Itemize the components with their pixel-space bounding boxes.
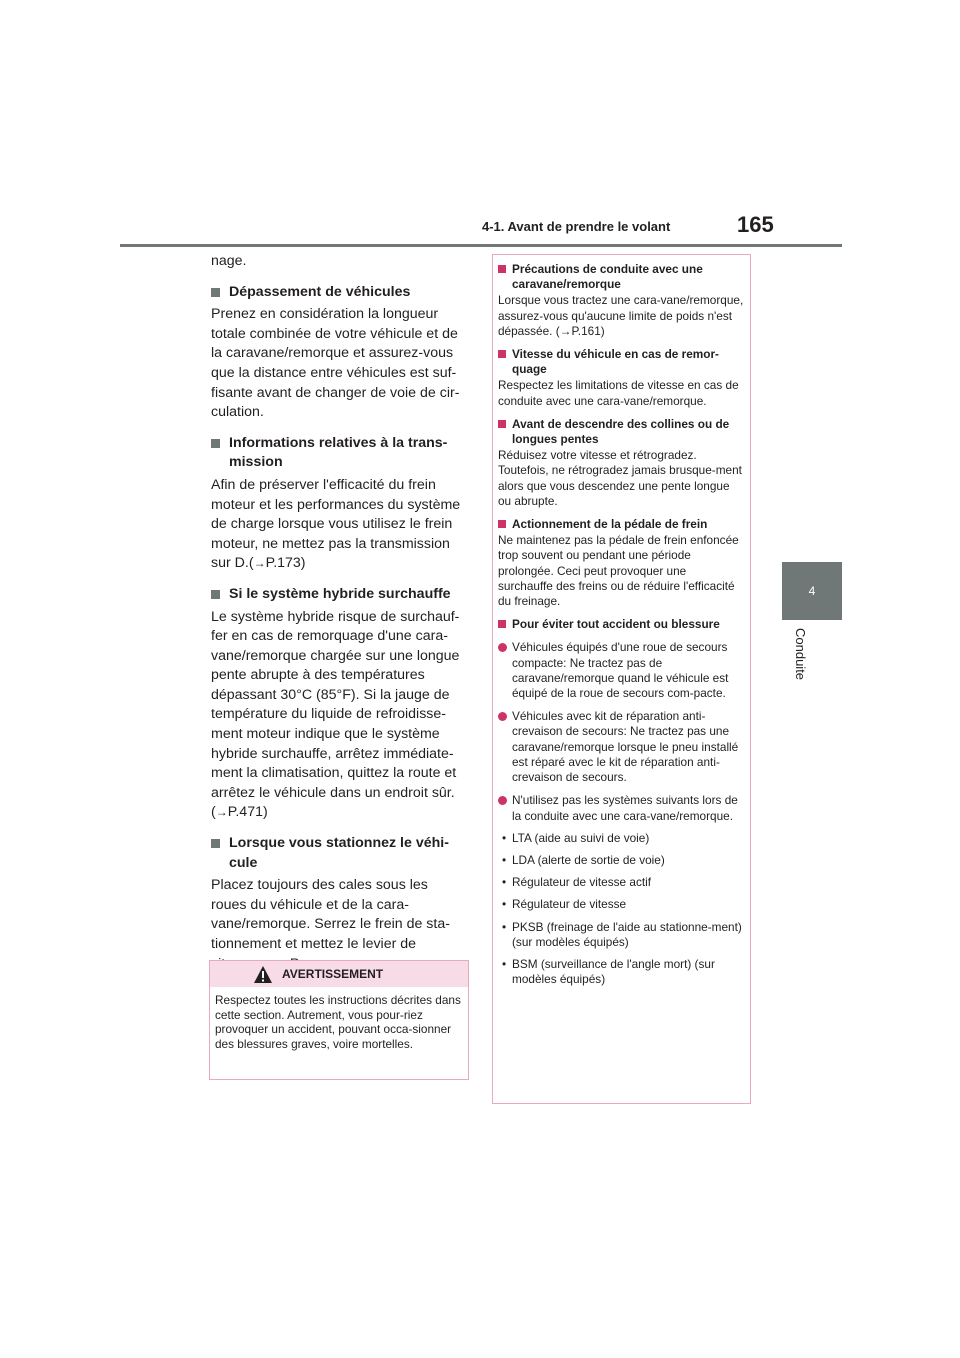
heading-text: Actionnement de la pédale de frein (512, 517, 708, 532)
item-text: Véhicules équipés d'une roue de secours compacte: Ne tractez pas de caravane/remorque quand le véhicule est équipé de la roue de secours com-pacte. (512, 640, 729, 701)
caution-box (492, 254, 751, 1104)
page-reference: P.471) (227, 804, 268, 821)
item-text: N'utilisez pas les systèmes suivants lors de la conduite avec une cara-vane/remorque. (512, 793, 738, 823)
heading-text: Précautions de conduite avec une caravane/remorque (512, 262, 703, 292)
caution-body: Ne maintenez pas la pédale de frein enfoncée trop souvent ou pendant une période prolongée. Ceci peut provoquer une surchauffe des freins ou de réduire l'efficacité du freinage. (498, 533, 739, 609)
list-item (498, 920, 744, 950)
heading-text: Avant de descendre des collines ou de longues pentes (512, 416, 730, 447)
chapter-label: Conduite (793, 628, 808, 681)
intro-text: nage. (211, 253, 247, 269)
bullet-dot-icon: • (502, 919, 507, 934)
square-bullet-icon (211, 439, 220, 448)
warning-header (210, 961, 468, 987)
square-bullet-icon (211, 590, 220, 599)
page-reference: P.161) (571, 323, 605, 338)
section-body (211, 476, 465, 574)
caution-body (498, 293, 744, 339)
arrow-right-icon: → (253, 556, 266, 571)
circle-bullet-icon (498, 796, 507, 805)
list-item (498, 709, 744, 785)
chapter-tab: 4 (782, 562, 842, 620)
list-item (498, 831, 744, 846)
body-text: Lorsque vous tractez une cara-vane/remorque, assurez-vous qu'aucune limite de poids n'est dépassée. ( (498, 293, 744, 338)
heading-text: Si le système hybride surchauffe (229, 585, 451, 602)
item-text: LTA (aide au suivi de voie) (512, 830, 650, 845)
section-heading (211, 834, 465, 873)
section-heading (211, 283, 465, 303)
list-item (498, 957, 744, 987)
circle-bullet-icon (498, 712, 507, 721)
caution-body: Respectez les limitations de vitesse en cas de conduite avec une cara-vane/remorque. (498, 378, 739, 408)
caution-heading (498, 617, 744, 632)
caution-heading (498, 517, 744, 532)
page-reference: P.173) (265, 555, 306, 572)
heading-text: Informations relatives à la trans-mission (229, 434, 448, 471)
heading-text: Pour éviter tout accident ou blessure (512, 617, 720, 632)
square-bullet-icon (498, 420, 506, 428)
warning-box (209, 960, 469, 1080)
item-text: PKSB (freinage de l'aide au stationne-ment) (sur modèles équipés) (512, 919, 742, 949)
page-number: 165 (737, 212, 774, 237)
heading-text: Lorsque vous stationnez le véhi-cule (229, 835, 449, 871)
bullet-dot-icon: • (502, 897, 507, 912)
arrow-right-icon: → (559, 323, 572, 338)
section-heading (211, 585, 465, 605)
bullet-dot-icon: • (502, 875, 507, 890)
circle-bullet-icon (498, 643, 507, 652)
list-item (498, 875, 744, 890)
item-text: Régulateur de vitesse (512, 897, 627, 912)
caution-heading (498, 347, 744, 377)
bullet-dot-icon: • (502, 956, 507, 971)
item-text: Régulateur de vitesse actif (512, 875, 652, 890)
heading-text: Dépassement de véhicules (229, 283, 411, 300)
square-bullet-icon (498, 520, 506, 528)
list-item (498, 793, 744, 823)
section-body: Prenez en considération la longueur totale combinée de votre véhicule et de la caravane/remorque et assurez-vous que la distance entre véhicules est suf-fisante avant de changer de voie de cir-culation. (211, 306, 460, 421)
bullet-dot-icon: • (502, 830, 507, 845)
arrow-right-icon: → (215, 805, 228, 820)
section-heading (211, 434, 465, 473)
caution-heading (498, 417, 744, 447)
list-item (498, 640, 744, 701)
list-item (498, 897, 744, 912)
caution-heading (498, 262, 744, 292)
body-text: Afin de préserver l'efficacité du frein moteur et les performances du système de charge lorsque vous utilisez le frein moteur, ne mettez pas la transmission sur D.( (211, 476, 461, 572)
body-text: Le système hybride risque de surchauf-fer en cas de remorquage d'une cara-vane/remorque chargée sur une longue pente abrupte à des températures dépassant 30°C (85°F). Si la jauge de température du liquide de refroidisse-ment moteur indique que le système hybride surchauffe, arrêtez immédiate-ment la climatisation, quittez la route et arrêtez le véhicule dans un endroit sûr. ( (211, 608, 460, 821)
square-bullet-icon (211, 839, 220, 848)
square-bullet-icon (498, 265, 506, 273)
item-text: BSM (surveillance de l'angle mort) (sur modèles équipés) (512, 956, 715, 987)
warning-title: AVERTISSEMENT (282, 967, 384, 981)
header-rule (120, 244, 842, 247)
item-text: Véhicules avec kit de réparation anti-crevaison de secours: Ne tractez pas une caravane/remorque lorsque le pneu installé est réparé avec le kit de réparation anti-crevaison de secours. (512, 709, 739, 785)
left-column (211, 252, 465, 974)
item-text: LDA (alerte de sortie de voie) (512, 852, 665, 867)
heading-text: Vitesse du véhicule en cas de remor-quage (512, 347, 719, 377)
list-item (498, 853, 744, 868)
square-bullet-icon (211, 288, 220, 297)
section-title: 4-1. Avant de prendre le volant (482, 219, 671, 234)
warning-body: Respectez toutes les instructions décrites dans cette section. Autrement, vous pour-riez provoquer un accident, pouvant occa-sionner des blessures graves, voire mortelles. (215, 993, 461, 1051)
bullet-dot-icon: • (502, 852, 507, 867)
warning-triangle-icon (254, 966, 272, 983)
square-bullet-icon (498, 620, 506, 628)
section-body (211, 608, 465, 824)
square-bullet-icon (498, 350, 506, 358)
caution-body: Réduisez votre vitesse et rétrogradez. Toutefois, ne rétrogradez jamais brusque-ment alors que vous descendez une pente longue ou abrupte. (498, 448, 742, 508)
section-body: Placez toujours des cales sous les roues du véhicule et de la cara-vane/remorque. Serrez le frein de sta-tionnement et mettez le levier de (211, 877, 450, 952)
